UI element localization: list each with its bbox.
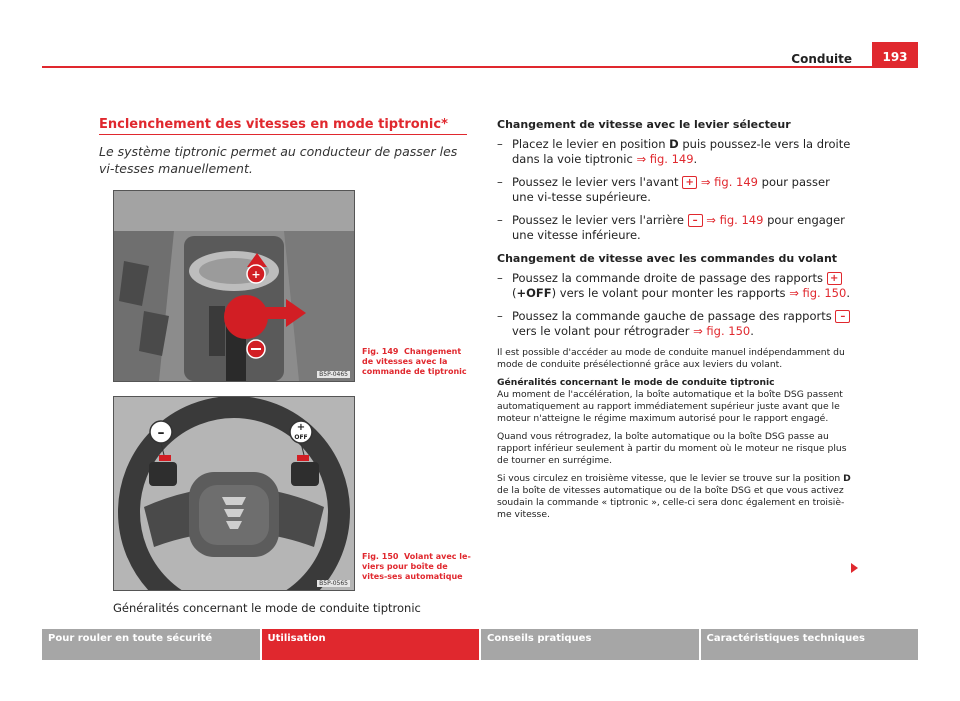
- tab-utilisation[interactable]: Utilisation: [262, 629, 480, 660]
- header-rule: [42, 66, 918, 68]
- minus-key-icon: –: [688, 214, 703, 227]
- paragraph: Si vous circulez en troisième vitesse, que le levier se trouve sur la position D de la boîte de vitesses automatique ou de la boîte DSG et que vous activez soudain la commande « tiptronic », celle-ci sera donc également en troisiè-me vitesse.: [497, 473, 851, 520]
- figure-link[interactable]: ⇒ fig. 150: [693, 324, 751, 338]
- list-item: – Poussez le levier vers l'avant + ⇒ fig. 149 pour passer une vi-tesse supérieure.: [497, 175, 855, 205]
- figure-caption-text: Changement de vitesses avec la commande de tiptronic: [362, 347, 467, 376]
- list-item: – Poussez le levier vers l'arrière – ⇒ fig. 149 pour engager une vitesse inférieure.: [497, 213, 855, 243]
- footer-nav: [42, 629, 918, 660]
- subheading-lever: Changement de vitesse avec le levier sélecteur: [497, 118, 791, 131]
- plus-label: +: [296, 422, 306, 433]
- figure-150-caption: [362, 552, 472, 582]
- paragraph-heading: Généralités concernant le mode de conduite tiptronic: [497, 377, 775, 388]
- tab-securite[interactable]: Pour rouler en toute sécurité: [42, 629, 260, 660]
- right-column: [497, 117, 855, 527]
- subheading-steering: Changement de vitesse avec les commandes du volant: [497, 252, 838, 265]
- section-title: Enclenchement des vitesses en mode tiptronic*: [99, 117, 448, 132]
- figure-link[interactable]: ⇒ fig. 149: [702, 213, 764, 227]
- figure-link[interactable]: ⇒ fig. 149: [636, 152, 694, 166]
- plus-key-icon: +: [827, 272, 842, 285]
- list-item: – Poussez la commande droite de passage des rapports + (+OFF) vers le volant pour monter les rapports ⇒ fig. 150.: [497, 271, 855, 301]
- figure-link[interactable]: ⇒ fig. 149: [697, 175, 758, 189]
- page-number: 193: [872, 42, 918, 67]
- paragraph: Il est possible d'accéder au mode de conduite manuel indépendamment du mode de conduite présélectionné grâce aux leviers du volant.: [497, 347, 845, 370]
- minus-key-icon: –: [835, 310, 850, 323]
- paragraph: Au moment de l'accélération, la boîte automatique et la boîte DSG passent automatiquement au rapport immédiatement supérieur juste avant que le moteur n'atteigne le régime maximum autorisé pour le rapport engagé.: [497, 389, 843, 424]
- section-intro: Le système tiptronic permet au conducteur de passer les vi-tesses manuellement.: [99, 144, 458, 176]
- continue-arrow-icon: [851, 563, 858, 573]
- minus-label: –: [157, 425, 165, 441]
- figure-code: B5P-0465: [319, 371, 348, 378]
- tab-conseils[interactable]: Conseils pratiques: [481, 629, 699, 660]
- tab-caracteristiques[interactable]: Caractéristiques techniques: [701, 629, 919, 660]
- section-rule: [99, 134, 467, 135]
- plus-key-icon: +: [682, 176, 697, 189]
- figure-149-image: [113, 190, 355, 382]
- bottom-caption: Généralités concernant le mode de conduite tiptronic: [113, 601, 421, 615]
- figure-label: Fig. 149: [362, 347, 399, 356]
- running-header-title: Conduite: [791, 52, 852, 66]
- list-item: – Poussez la commande gauche de passage des rapports – vers le volant pour rétrograder ⇒ fig. 150.: [497, 309, 855, 339]
- figure-150-image: [113, 396, 355, 591]
- plus-symbol: +: [251, 268, 261, 281]
- off-label: OFF: [294, 434, 308, 441]
- paragraph: Quand vous rétrogradez, la boîte automatique ou la boîte DSG passe au rapport inférieur seulement à partir du moment où le moteur ne risque plus de tourner en surrégime.: [497, 431, 847, 466]
- figure-149-caption: [362, 347, 472, 377]
- figure-label: Fig. 150: [362, 552, 399, 561]
- figure-link[interactable]: ⇒ fig. 150: [789, 286, 847, 300]
- figure-code: B5P-0565: [319, 580, 348, 587]
- figure-caption-text: Volant avec le-viers pour boîte de vites-ses automatique: [362, 552, 471, 581]
- list-item: – Placez le levier en position D puis poussez-le vers la droite dans la voie tiptronic ⇒ fig. 149.: [497, 137, 855, 167]
